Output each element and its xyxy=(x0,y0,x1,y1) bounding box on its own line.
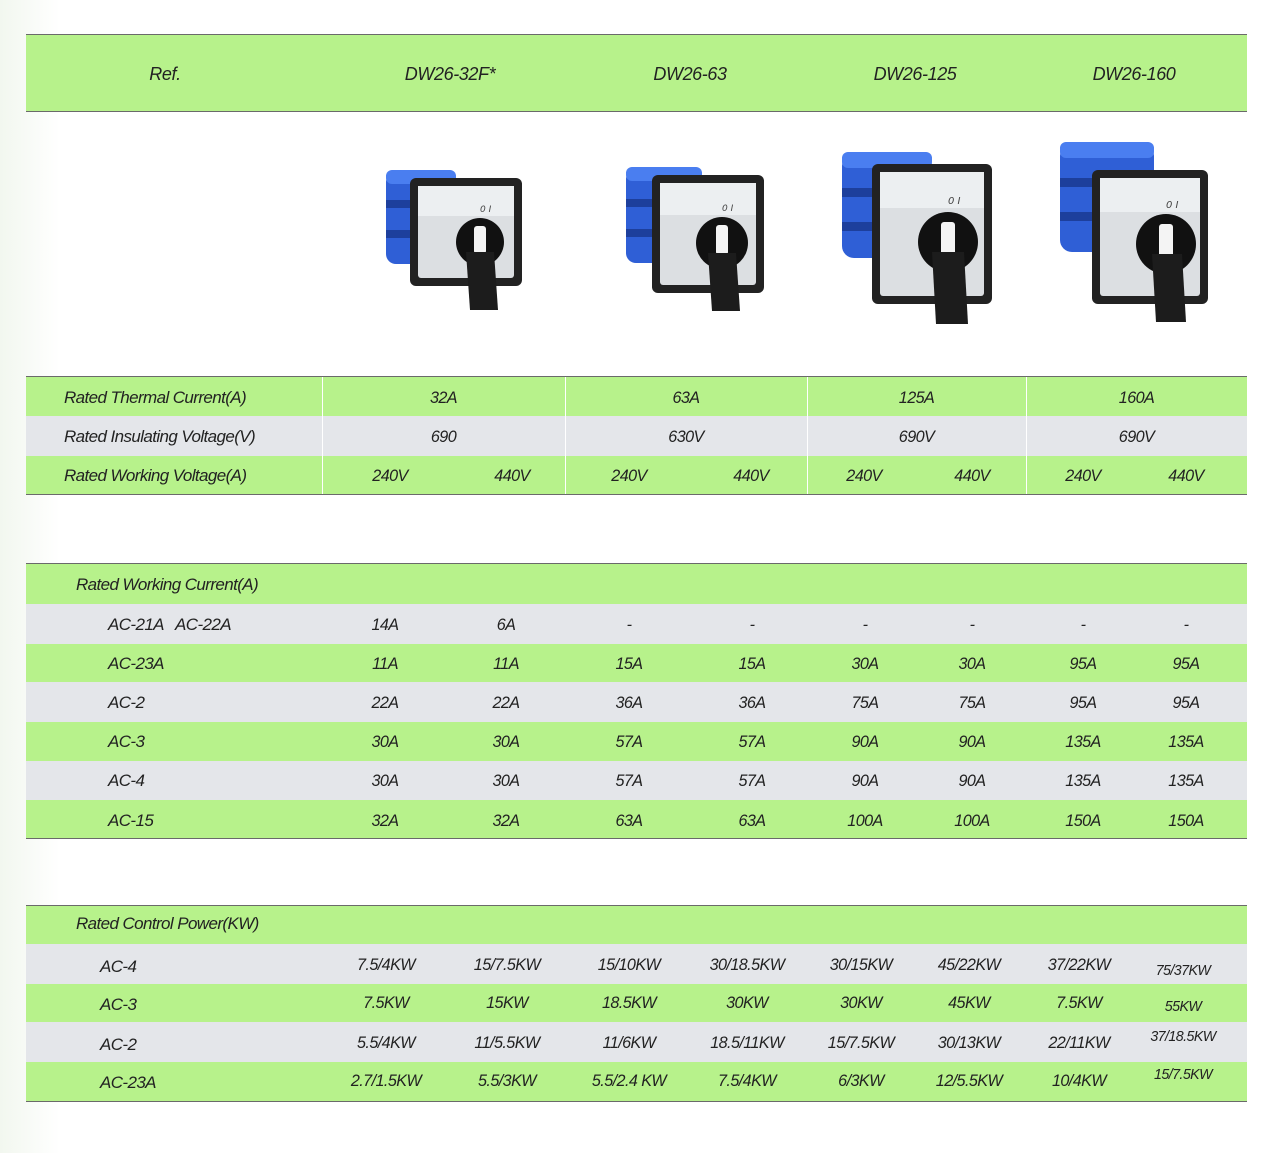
working-voltage-value: 440V xyxy=(494,466,530,485)
working-current-cell: 90A xyxy=(851,732,879,751)
working-current-cell: 15A xyxy=(738,654,766,673)
working-current-cell: - xyxy=(1183,615,1189,634)
control-power-cell: 15/10KW xyxy=(597,955,661,974)
working-current-cell: 22A xyxy=(371,693,399,712)
working-current-cell: 30A xyxy=(851,654,879,673)
dw26-32f-switch-image xyxy=(380,160,530,320)
model-header-3: DW26-125 xyxy=(873,64,957,84)
working-current-cell: 30A xyxy=(371,732,399,751)
control-power-cell: 7.5/4KW xyxy=(357,955,415,974)
control-power-row-label: AC-4 xyxy=(100,957,137,976)
thermal-label: Rated Thermal Current(A) xyxy=(64,388,247,407)
control-power-title: Rated Control Power(KW) xyxy=(76,914,259,933)
thermal-value: 160A xyxy=(1118,388,1155,407)
model-header-2: DW26-63 xyxy=(653,64,727,84)
working-current-cell: 95A xyxy=(1069,693,1097,712)
control-power-cell: 30/15KW xyxy=(829,955,893,974)
control-power-cell: 7.5KW xyxy=(1056,993,1102,1012)
working-current-cell: 57A xyxy=(615,771,643,790)
working-current-cell: 11A xyxy=(372,654,398,673)
control-power-cell: 37/18.5KW xyxy=(1150,1028,1216,1045)
working-current-cell: 135A xyxy=(1065,732,1101,751)
working-current-cell: - xyxy=(749,615,755,634)
working-current-cell: 11A xyxy=(493,654,519,673)
working-current-cell: 30A xyxy=(371,771,399,790)
control-power-cell: 75/37KW xyxy=(1155,962,1211,979)
control-power-cell: 2.7/1.5KW xyxy=(350,1071,422,1090)
working-current-cell: 22A xyxy=(492,693,520,712)
control-power-cell: 18.5KW xyxy=(601,993,657,1012)
working-current-cell: 90A xyxy=(851,771,879,790)
working-voltage-value: 440V xyxy=(954,466,990,485)
working-voltage-value: 240V xyxy=(846,466,882,485)
control-power-cell: 30KW xyxy=(726,993,768,1012)
working-current-cell: 90A xyxy=(958,732,986,751)
control-power-cell: 15/7.5KW xyxy=(1153,1066,1213,1083)
thermal-value: 63A xyxy=(672,388,700,407)
working-current-cell: - xyxy=(862,615,868,634)
dw26-125-switch-image xyxy=(838,140,998,330)
working-current-cell: 32A xyxy=(492,811,520,830)
ref-header: Ref. xyxy=(149,64,181,84)
working-voltage-value: 440V xyxy=(1168,466,1204,485)
working-current-cell: 14A xyxy=(371,615,399,634)
control-power-cell: 10/4KW xyxy=(1051,1071,1107,1090)
insulating-value: 690V xyxy=(898,427,935,446)
control-power-cell: 12/5.5KW xyxy=(935,1071,1003,1090)
working-current-cell: 57A xyxy=(615,732,643,751)
working-current-cell: 90A xyxy=(958,771,986,790)
working-voltage-value: 240V xyxy=(1065,466,1101,485)
working-current-cell: 15A xyxy=(615,654,643,673)
model-header-1: DW26-32F* xyxy=(404,64,496,84)
control-power-cell: 5.5/4KW xyxy=(357,1033,415,1052)
working-current-cell: 135A xyxy=(1168,732,1204,751)
thermal-value: 32A xyxy=(429,388,458,407)
working-current-cell: - xyxy=(626,615,632,634)
working-current-cell: 150A xyxy=(1168,811,1204,830)
working-voltage-value: 240V xyxy=(611,466,647,485)
control-power-cell: 15KW xyxy=(486,993,528,1012)
working-current-cell: 63A xyxy=(738,811,766,830)
control-power-cell: 30KW xyxy=(840,993,882,1012)
working-voltage-value: 240V xyxy=(372,466,408,485)
working-current-cell: 95A xyxy=(1172,693,1200,712)
working-current-row-label: AC-23A xyxy=(108,654,164,673)
working-current-cell: 57A xyxy=(738,771,766,790)
control-power-cell: 7.5KW xyxy=(363,993,409,1012)
working-current-cell: - xyxy=(969,615,975,634)
svg-text:0 I: 0 I xyxy=(1166,200,1179,211)
insulating-value: 690 xyxy=(430,427,457,446)
model-header-4: DW26-160 xyxy=(1092,64,1176,84)
working-current-row-label: AC-4 xyxy=(108,771,145,790)
working-current-cell: 36A xyxy=(615,693,643,712)
working-current-row-label: AC-15 xyxy=(108,811,154,830)
working-current-cell: 30A xyxy=(492,771,520,790)
control-power-cell: 11/5.5KW xyxy=(474,1033,540,1052)
working-current-cell: 6A xyxy=(496,615,516,634)
dw26-160-switch-image xyxy=(1056,140,1216,330)
working-current-cell: 36A xyxy=(738,693,766,712)
working-current-cell: 75A xyxy=(851,693,879,712)
working-current-cell: 32A xyxy=(371,811,399,830)
control-power-cell: 22/11KW xyxy=(1048,1033,1110,1052)
control-power-row-label: AC-23A xyxy=(100,1073,156,1092)
control-power-cell: 45/22KW xyxy=(937,955,1001,974)
working-current-cell: 95A xyxy=(1172,654,1200,673)
control-power-cell: 11/6KW xyxy=(602,1033,656,1052)
working-current-cell: 95A xyxy=(1069,654,1097,673)
working-current-cell: 30A xyxy=(958,654,986,673)
insulating-value: 690V xyxy=(1118,427,1155,446)
control-power-cell: 30/18.5KW xyxy=(709,955,785,974)
svg-text:0 I: 0 I xyxy=(722,204,734,214)
svg-text:0 I: 0 I xyxy=(480,205,492,215)
insulating-value: 630V xyxy=(668,427,704,446)
working-current-cell: 150A xyxy=(1065,811,1101,830)
working-current-cell: 63A xyxy=(615,811,643,830)
working-current-cell: 100A xyxy=(847,811,883,830)
working-current-cell: 135A xyxy=(1065,771,1101,790)
working-current-row-label: AC-21A AC-22A xyxy=(108,615,231,634)
control-power-cell: 30/13KW xyxy=(937,1033,1001,1052)
insulating-label: Rated Insulating Voltage(V) xyxy=(64,427,256,446)
working-current-title: Rated Working Current(A) xyxy=(76,575,259,594)
control-power-cell: 15/7.5KW xyxy=(473,955,541,974)
control-power-cell: 5.5/2.4 KW xyxy=(591,1071,667,1090)
working-current-row-label: AC-3 xyxy=(108,732,145,751)
svg-text:0 I: 0 I xyxy=(948,196,961,207)
working-current-cell: - xyxy=(1080,615,1086,634)
working-voltage-label: Rated Working Voltage(A) xyxy=(64,466,247,485)
thermal-value: 125A xyxy=(898,388,935,407)
working-voltage-value: 440V xyxy=(733,466,769,485)
working-current-row-label: AC-2 xyxy=(108,693,145,712)
working-current-cell: 30A xyxy=(492,732,520,751)
control-power-cell: 55KW xyxy=(1164,998,1202,1015)
working-current-cell: 57A xyxy=(738,732,766,751)
control-power-cell: 5.5/3KW xyxy=(478,1071,536,1090)
control-power-cell: 15/7.5KW xyxy=(827,1033,895,1052)
control-power-cell: 18.5/11KW xyxy=(710,1033,784,1052)
working-current-cell: 135A xyxy=(1168,771,1204,790)
control-power-row-label: AC-2 xyxy=(100,1035,137,1054)
working-current-cell: 100A xyxy=(954,811,990,830)
control-power-cell: 37/22KW xyxy=(1047,955,1111,974)
control-power-cell: 6/3KW xyxy=(838,1071,884,1090)
control-power-cell: 7.5/4KW xyxy=(718,1071,776,1090)
control-power-cell: 45KW xyxy=(948,993,990,1012)
working-current-cell: 75A xyxy=(958,693,986,712)
control-power-row-label: AC-3 xyxy=(100,995,137,1014)
dw26-63-switch-image xyxy=(622,155,772,320)
